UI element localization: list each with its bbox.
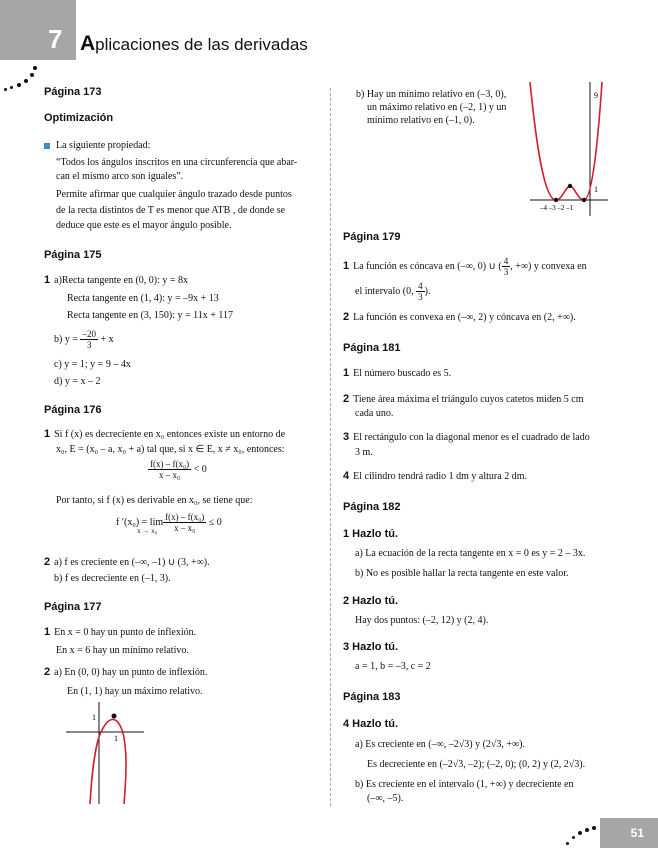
p173-line1: La siguiente propiedad: <box>44 139 150 152</box>
heading-p183: Página 183 <box>343 691 401 703</box>
p179-l3: 2 La función es convexa en (–∞, 2) y cóncava en (2, +∞). <box>343 311 576 323</box>
svg-text:–4 –3 –2 –1: –4 –3 –2 –1 <box>540 204 574 212</box>
p181-l2: 2 Tiene área máxima el triángulo cuyos catetos miden 5 cm <box>343 393 584 405</box>
heading-p182: Página 182 <box>343 501 401 513</box>
p179-l2: el intervalo (0, $\frac{4}{3}$ ). <box>355 281 431 302</box>
page-number-tab <box>600 818 658 848</box>
heading-p181: Página 181 <box>343 342 401 354</box>
p173-line2: “Todos los ángulos inscritos en una circunferencia que abar- <box>56 157 298 168</box>
p183-a1: a) Es creciente en (–∞, –2√3) y (2√3, +∞). <box>355 739 525 750</box>
p175-c: c) y = 1; y = 9 – 4x <box>54 359 131 370</box>
chapter-title: Aplicaciones de las derivadas <box>80 32 308 55</box>
p177-l1: 1 En x = 0 hay un punto de inflexión. <box>44 626 197 638</box>
svg-text:1: 1 <box>92 713 96 722</box>
heading-p177: Página 177 <box>44 601 102 613</box>
page-number: 51 <box>630 826 644 840</box>
p177-l3: 2 a) En (0, 0) hay un punto de inflexión. <box>44 666 208 678</box>
p173-line6: deduce que este es el mayor ángulo posible. <box>56 220 232 231</box>
chapter-tab <box>0 0 76 60</box>
p173-line3: can el mismo arco son iguales”. <box>56 171 184 182</box>
r-b-l2: un máximo relativo en (–2, 1) y un <box>367 102 507 113</box>
subheading-optimizacion: Optimización <box>44 112 114 124</box>
p182-h3: 3 Hazlo tú. <box>343 641 399 653</box>
p176-l2: x₀, E = (x₀ – a, x₀ + a) tal que, si x ∈ E, x ≠ x₀, entonces: <box>56 444 285 455</box>
svg-text:1: 1 <box>114 734 118 743</box>
p176-2b: b) f es decreciente en (–1, 3). <box>54 573 171 584</box>
p173-line4: Permite afirmar que cualquier ángulo trazado desde puntos <box>56 189 292 200</box>
heading-p173: Página 173 <box>44 86 102 98</box>
p183-b2: (–∞, –5). <box>367 793 404 804</box>
svg-text:9: 9 <box>594 91 598 100</box>
p176-2a: 2 a) f es creciente en (–∞, –1) ∪ (3, +∞). <box>44 556 210 568</box>
p181-l1: 1 El número buscado es 5. <box>343 367 452 379</box>
bullet-icon <box>44 143 50 149</box>
p177-l4: En (1, 1) hay un máximo relativo. <box>67 686 203 697</box>
p183-h4: 4 Hazlo tú. <box>343 718 399 730</box>
p179-l1: 1 La función es cóncava en (–∞, 0) ∪ ( $\frac{4}{3}$ , +∞) y convexa en <box>343 256 587 277</box>
function-curve <box>530 82 602 200</box>
graph-p177b <box>528 82 610 216</box>
p182-b: b) No es posible hallar la recta tangente en este valor. <box>355 568 569 579</box>
p175-a3: Recta tangente en (3, 150): y = 11x + 117 <box>67 310 234 321</box>
column-divider <box>330 88 331 806</box>
p175-a2: Recta tangente en (1, 4): y = –9x + 13 <box>67 293 219 304</box>
p181-l3: 3 El rectángulo con la diagonal menor es el cuadrado de lado <box>343 431 590 443</box>
heading-p175: Página 175 <box>44 249 102 261</box>
p175-b: b) y = $\frac{-20}{3}$ + x <box>54 329 114 350</box>
p176-l1: 1 Si f (x) es decreciente en x₀ entonces existe un entorno de <box>44 428 286 440</box>
graph-p177 <box>66 700 146 804</box>
p181-l3b: 3 m. <box>355 447 373 458</box>
p173-line5: de la recta distintos de T es menor que ATB , de donde se <box>56 205 286 216</box>
p182-h1: 1 Hazlo tú. <box>343 528 399 540</box>
heading-p176: Página 176 <box>44 404 102 416</box>
max-point <box>112 714 117 719</box>
p177-l2: En x = 6 hay un mínimo relativo. <box>56 645 189 656</box>
p182-p: Hay dos puntos: (–2, 12) y (2, 4). <box>355 615 489 626</box>
p176-l3: Por tanto, si f (x) es derivable en x₀, se tiene que: <box>56 495 253 506</box>
p175-d: d) y = x – 2 <box>54 376 101 387</box>
p176-formula2: f $'(x_0) = \lim_{x \to x_0}$ $\frac{\text{f(x) – f(x₀)}}{\text{x – x₀}}$ ≤ 0 <box>116 512 222 535</box>
r-b-l3: mínimo relativo en (–1, 0). <box>367 115 475 126</box>
p183-a2: Es decreciente en (–2√3, –2); (–2, 0); (0, 2) y (2, 2√3). <box>367 759 586 770</box>
p182-abc: a = 1, b = –3, c = 2 <box>355 661 431 672</box>
heading-p179: Página 179 <box>343 231 401 243</box>
chapter-number: 7 <box>48 24 63 54</box>
p181-l4: 4 El cilindro tendrá radio 1 dm y altura 2 dm. <box>343 470 527 482</box>
p176-formula1: $\frac{\text{f(x) – f(x₀)}}{\text{x – x₀}}$ < 0 <box>150 459 207 480</box>
p175-a1: 1 a)Recta tangente en (0, 0): y = 8x <box>44 274 189 286</box>
r-b-l1: b) Hay un mínimo relativo en (–3, 0), <box>356 89 507 100</box>
p182-h2: 2 Hazlo tú. <box>343 595 399 607</box>
p182-a: a) La ecuación de la recta tangente en x = 0 es y = 2 – 3x. <box>355 548 586 559</box>
p181-l2b: cada uno. <box>355 408 394 419</box>
svg-text:1: 1 <box>594 185 598 194</box>
p183-b1: b) Es creciente en el intervalo (1, +∞) y decreciente en <box>355 779 574 790</box>
